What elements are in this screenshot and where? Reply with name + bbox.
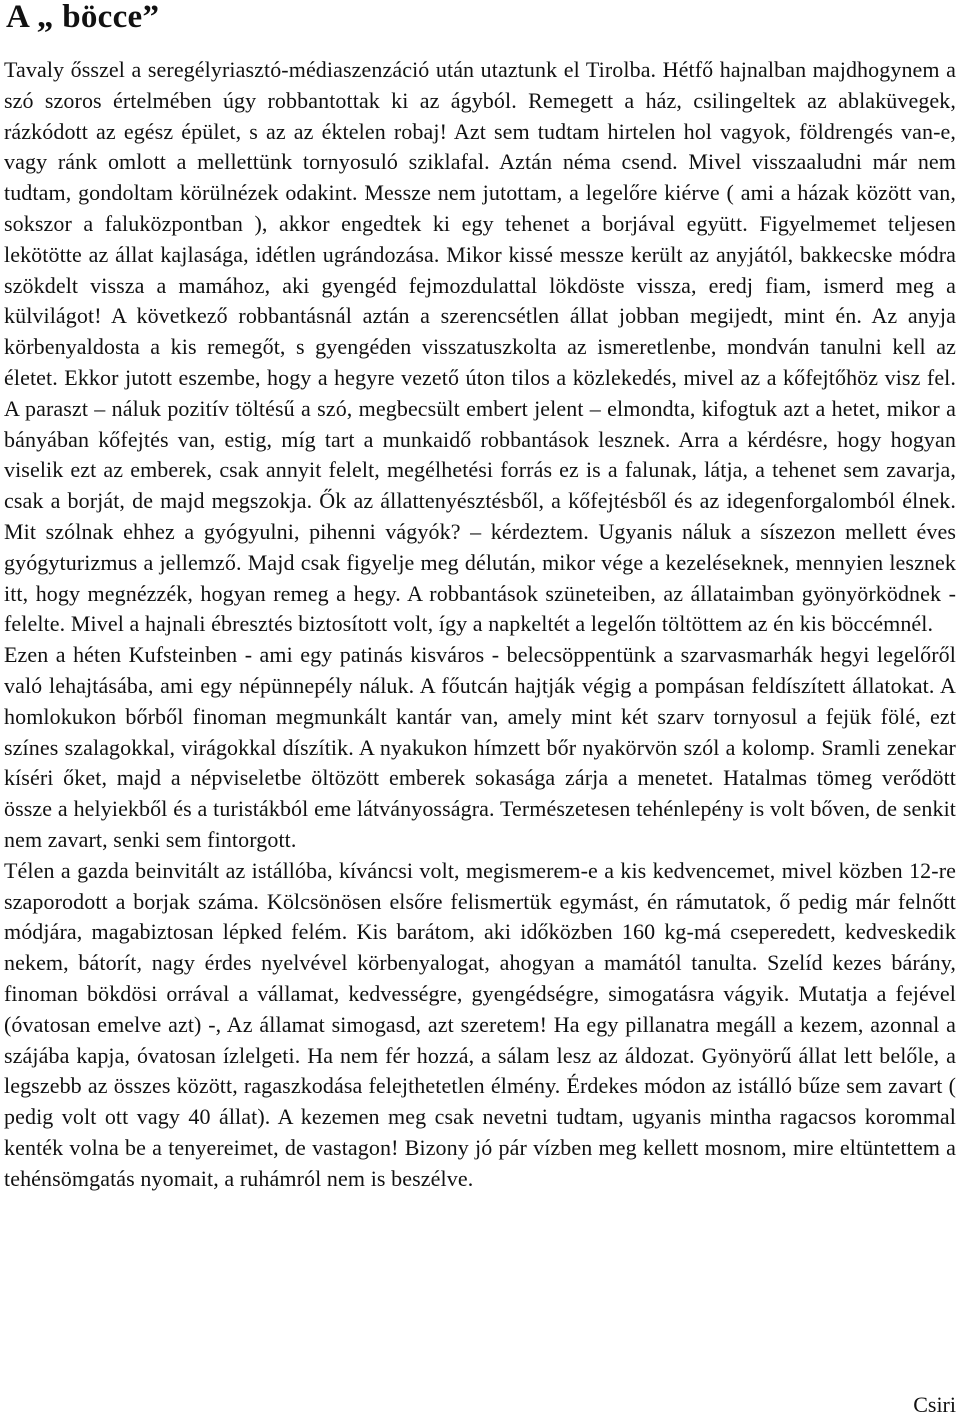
author-signature: Csiri <box>913 1392 956 1417</box>
paragraph-3: Télen a gazda beinvitált az istállóba, kíváncsi volt, megismerem-e a kis kedvencemet, mivel közben 12-re szaporodott a borjak száma. Kölcsönösen elsőre felismertük egymást, én rámutatok, ő pedig már felnőtt módjára, magabiztosan lépked felém. Kis barátom, aki időközben 160 kg-má cseperedett, kedveskedik nekem, bátorít, nagy érdes nyelvével körbenyalogat, ahogyan a mamától tanulta. Szelíd kezes bárány, finoman bökdösi orrával a vállamat, kedvességre, gyengédségre, simogatásra vágyik. Mutatja a fejével (óvatosan emelve azt) -, Az államat simogasd, azt szeretem! Ha egy pillanatra megáll a kezem, azonnal a szájába kapja, óvatosan ízlelgeti. Ha nem fér hozzá, a sálam lesz az áldozat. Gyönyörű állat lett belőle, a legszebb az összes között, ragaszkodása felejthetetlen élmény. Érdekes módon az istálló bűze sem zavart ( pedig volt ott vagy 40 állat). A kezemen meg csak nevetni tudtam, ugyanis mintha ragacsos korommal kenték volna be a tenyereimet, de vastagon! Bizony jó pár vízben meg kellett mosnom, mire eltüntettem a tehénsömgatás nyomait, a ruhámról nem is beszélve. <box>4 857 956 1191</box>
article-title: A „ böcce” <box>6 0 160 35</box>
article-body <box>4 55 956 1194</box>
paragraph-1: Tavaly ősszel a seregélyriasztó-médiaszenzáció után utaztunk el Tirolba. Hétfő hajnalban majdhogynem a szó szoros értelmében úgy robbantottak ki az ágyból. Remegett a ház, csilingeltek az ablaküvegek, rázkódott az egész épület, s az az éktelen robaj! Azt sem tudtam hirtelen hol vagyok, földrengés van-e, vagy ránk omlott a mellettünk tornyosuló sziklafal. Aztán néma csend. Mivel visszaaludni már nem tudtam, gondoltam körülnézek odakint. Messze nem jutottam, a legelőre kiérve ( ami a házak között van, sokszor a faluközpontban ), akkor engedtek ki egy tehenet a borjával együtt. Figyelmemet teljesen lekötötte az állat kajlasága, idétlen ugrándozása. Mikor kissé messze került az anyjától, bakkecske módra szökdelt vissza a mamához, aki gyengéd fejmozdulattal lökdöste vissza, eredj fiam, ismerd meg a külvilágot! A következő robbantásnál aztán a szerencsétlen állat jobban megijedt, mint én. Az anyja körbenyaldosta a kis remegőt, s gyengéden visszatuszkolta az ismeretlenbe, mondván tanulni kell az életet. Ekkor jutott eszembe, hogy a hegyre vezető úton tilos a közlekedés, mivel az a kőfejtőhöz visz fel. A paraszt – náluk pozitív töltésű a szó, megbecsült embert jelent – elmondta, kifogtuk azt a hetet, mikor a bányában kőfejtés van, estig, míg tart a munkaidő robbantások lesznek. Arra a kérdésre, hogy hogyan viselik ezt az emberek, csak annyit felelt, megélhetési forrás ez is a falunak, látja, a tehenet sem zavarja, csak a borját, de majd megszokja. Ők az állattenyésztésből, a kőfejtésből és az idegenforgalomból élnek. Mit szólnak ehhez a gyógyulni, pihenni vágyók? – kérdeztem. Ugyanis náluk a síszezon mellett éves gyógyturizmus a jellemző. Majd csak figyelje meg délután, mikor vége a kezeléseknek, mennyien lesznek itt, hogy megnézzék, hogyan remeg a hegy. A robbantások szüneteiben, az állataimban gyönyörködnek - felelte. Mivel a hajnali ébresztés biztosított volt, így a napkeltét a legelőn töltöttem az én kis böccémnél. <box>4 57 956 637</box>
paragraph-2: Ezen a héten Kufsteinben - ami egy patinás kisváros - belecsöppentünk a szarvasmarhák hegyi legelőről való lehajtásába, ami egy népünnepély náluk. A főutcán hajtják végig a pompásan feldíszített állatokat. A homlokukon bőrből finoman megmunkált kantár van, amely mint két szarv tornyosul a fejük fölé, ezt színes szalagokkal, virágokkal díszítik. A nyakukon hímzett bőr nyakörvön szól a kolomp. Sramli zenekar kíséri őket, majd a népviseletbe öltözött emberek sokasága zárja a menetet. Hatalmas tömeg verődött össze a helyiekből és a turistákból eme látványosságra. Természetesen tehénlepény is volt bőven, de senkit nem zavart, senki sem fintorgott. <box>4 642 956 852</box>
